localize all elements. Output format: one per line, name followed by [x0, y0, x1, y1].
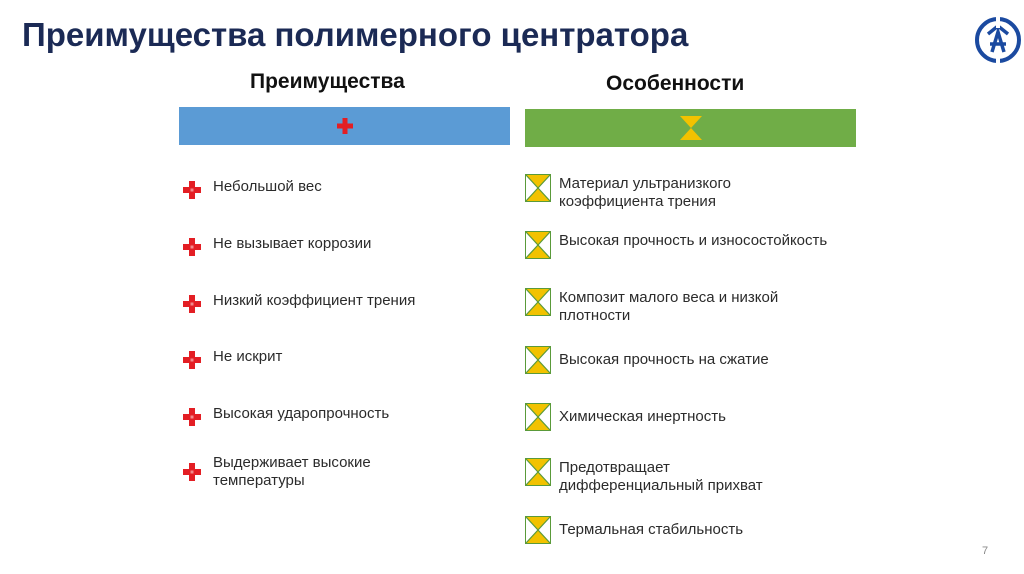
feature-text: Предотвращает дифференциальный прихват [559, 459, 763, 494]
advantages-heading: Преимущества [250, 70, 405, 93]
list-item [182, 235, 483, 257]
red-plus-icon [182, 180, 202, 200]
advantages-bar [179, 107, 510, 145]
feature-text: Материал ультранизкого коэффициента трения [559, 175, 731, 210]
feature-text: Композит малого веса и низкой плотности [559, 289, 779, 324]
list-item [525, 403, 829, 431]
red-plus-icon [336, 117, 354, 135]
hourglass-icon [525, 516, 551, 544]
red-plus-icon [182, 462, 202, 482]
hourglass-icon [525, 231, 551, 259]
list-item [525, 231, 829, 259]
list-item [182, 348, 483, 370]
hourglass-icon [525, 403, 551, 431]
page-number: 7 [982, 545, 989, 557]
list-item [525, 346, 829, 374]
advantage-text: Не искрит [213, 348, 283, 365]
features-heading: Особенности [606, 72, 745, 95]
list-item [182, 454, 413, 490]
list-item [525, 458, 799, 495]
red-plus-icon [182, 294, 202, 314]
feature-text: Термальная стабильность [559, 521, 744, 538]
feature-text: Химическая инертность [559, 408, 726, 425]
feature-text: Высокая прочность на сжатие [559, 351, 769, 368]
advantage-text: Низкий коэффициент трения [213, 292, 416, 309]
page-title: Преимущества полимерного центратора [22, 16, 689, 53]
advantage-text: Не вызывает коррозии [213, 235, 372, 252]
hourglass-icon [525, 288, 551, 316]
red-plus-icon [182, 407, 202, 427]
feature-text: Высокая прочность и износостойкость [559, 232, 828, 249]
advantage-text: Выдерживает высокие температуры [213, 454, 371, 489]
features-bar [525, 109, 856, 147]
company-logo-icon [972, 14, 1024, 66]
list-item [525, 516, 829, 544]
red-plus-icon [182, 350, 202, 370]
list-item [182, 405, 483, 427]
list-item [182, 292, 483, 314]
hourglass-icon [525, 346, 551, 374]
hourglass-icon [525, 174, 551, 202]
list-item [182, 178, 483, 200]
list-item [525, 174, 829, 211]
hourglass-icon [679, 115, 703, 141]
list-item [525, 288, 829, 325]
hourglass-icon [525, 458, 551, 486]
advantage-text: Высокая ударопрочность [213, 405, 390, 422]
advantage-text: Небольшой вес [213, 178, 322, 195]
red-plus-icon [182, 237, 202, 257]
